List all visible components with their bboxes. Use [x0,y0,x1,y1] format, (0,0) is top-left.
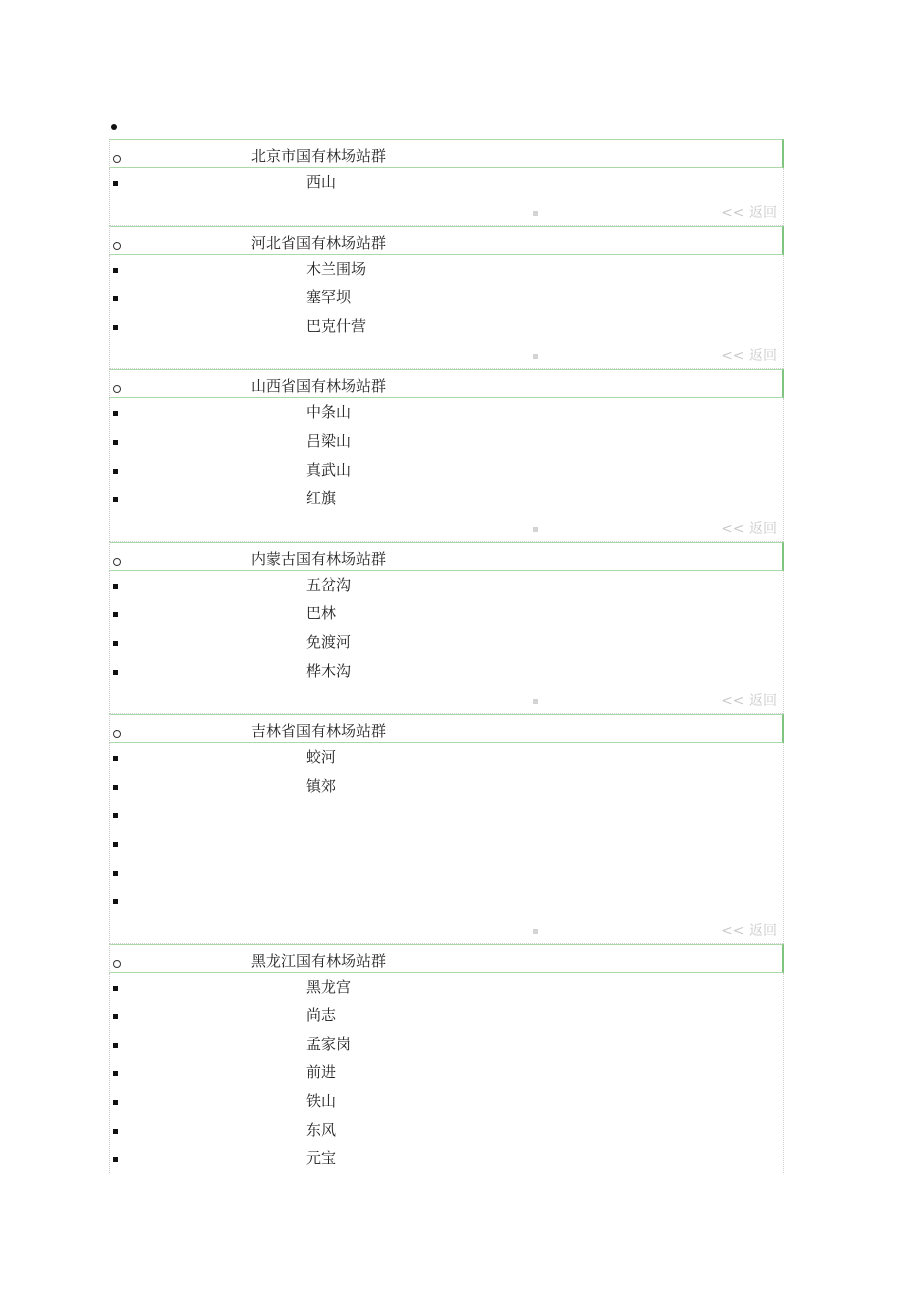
group-header[interactable] [109,226,784,255]
group-header[interactable] [109,139,784,168]
separator-marker [533,211,538,216]
site-link[interactable]: 黑龙宫 [306,977,352,996]
square-bullet [113,469,118,474]
square-bullet [113,756,118,761]
circle-bullet [113,730,121,738]
site-list-item[interactable] [110,1144,783,1173]
group-title[interactable]: 河北省国有林场站群 [251,233,387,252]
group-title[interactable]: 黑龙江国有林场站群 [251,951,387,970]
square-bullet [113,785,118,790]
site-link[interactable]: 红旗 [306,489,337,508]
site-list-item[interactable] [110,255,783,284]
site-list-item[interactable] [110,312,783,341]
square-bullet [113,641,118,646]
back-link[interactable]: << 返回 [721,348,777,365]
back-row [110,340,783,369]
site-link[interactable]: 蛟河 [306,748,337,767]
group-body [109,255,784,370]
back-link[interactable]: << 返回 [721,693,777,710]
site-list-item[interactable] [110,973,783,1002]
site-list-item[interactable] [110,1058,783,1087]
site-link[interactable]: 孟家岗 [306,1034,352,1053]
site-link[interactable]: 五岔沟 [306,575,352,594]
site-link[interactable]: 免渡河 [306,632,352,651]
back-row [110,685,783,714]
back-row [110,197,783,226]
site-list-item[interactable] [110,1087,783,1116]
circle-bullet [113,385,121,393]
back-row [110,513,783,542]
site-link[interactable]: 西山 [306,173,337,191]
separator-marker [533,527,538,532]
group-header[interactable] [109,542,784,571]
group-header[interactable] [109,369,784,398]
site-link[interactable]: 铁山 [306,1092,337,1111]
square-bullet [113,1043,118,1048]
group-header[interactable] [109,944,784,973]
site-list-item[interactable] [110,1030,783,1059]
group-header[interactable] [109,714,784,743]
circle-bullet [113,558,121,566]
site-list-item[interactable] [110,743,783,772]
square-bullet [113,181,118,186]
site-link[interactable]: 东风 [306,1120,337,1139]
site-link[interactable]: 尚志 [306,1006,337,1025]
group-title[interactable]: 内蒙古国有林场站群 [251,549,387,568]
site-list-item[interactable] [110,657,783,686]
square-bullet [113,986,118,991]
site-list-item[interactable] [110,427,783,456]
square-bullet [113,584,118,589]
square-bullet [113,1014,118,1019]
site-list-item[interactable] [110,398,783,427]
square-bullet [113,296,118,301]
group-title[interactable]: 山西省国有林场站群 [251,377,387,396]
site-list-item[interactable] [110,571,783,600]
square-bullet [113,1100,118,1105]
back-link[interactable]: << 返回 [721,922,777,939]
site-list-item[interactable] [110,283,783,312]
separator-marker [533,699,538,704]
back-link[interactable]: << 返回 [721,204,777,221]
group-body [109,743,784,944]
square-bullet [113,268,118,273]
circle-bullet [113,960,121,968]
group-title[interactable]: 吉林省国有林场站群 [251,722,387,741]
site-link[interactable]: 前进 [306,1063,337,1082]
site-list-item[interactable] [110,484,783,513]
site-link[interactable]: 桦木沟 [306,661,352,680]
site-link[interactable]: 中条山 [306,403,352,422]
group-title[interactable]: 北京市国有林场站群 [251,147,387,165]
square-bullet [113,871,118,876]
circle-bullet [113,242,121,250]
square-bullet [113,1071,118,1076]
list-bullet [111,124,117,130]
square-bullet [113,813,118,818]
square-bullet [113,842,118,847]
site-list-item[interactable] [110,800,783,829]
site-link[interactable]: 元宝 [306,1149,337,1168]
forest-station-list [109,139,784,1173]
site-link[interactable]: 巴克什营 [306,316,367,335]
square-bullet [113,612,118,617]
site-list-item[interactable] [110,858,783,887]
square-bullet [113,411,118,416]
site-list-item[interactable] [110,628,783,657]
square-bullet [113,670,118,675]
site-link[interactable]: 塞罕坝 [306,288,352,307]
site-list-item[interactable] [110,772,783,801]
site-list-item[interactable] [110,599,783,628]
site-link[interactable]: 木兰围场 [306,259,367,278]
square-bullet [113,1157,118,1162]
back-row [110,915,783,944]
site-link[interactable]: 巴林 [306,604,337,623]
site-list-item[interactable] [110,1001,783,1030]
group-body [109,571,784,714]
site-list-item[interactable] [110,829,783,858]
site-list-item[interactable] [110,168,783,197]
square-bullet [113,440,118,445]
site-link[interactable]: 镇郊 [306,776,337,795]
back-link[interactable]: << 返回 [721,520,777,537]
group-body [109,973,784,1173]
circle-bullet [113,155,121,163]
square-bullet [113,497,118,502]
group-body [109,168,784,226]
site-list-item[interactable] [110,886,783,915]
group-body [109,398,784,541]
separator-marker [533,929,538,934]
square-bullet [113,1129,118,1134]
site-link[interactable]: 真武山 [306,460,352,479]
site-link[interactable]: 吕梁山 [306,431,352,450]
site-list-item[interactable] [110,456,783,485]
square-bullet [113,325,118,330]
separator-marker [533,354,538,359]
square-bullet [113,899,118,904]
site-list-item[interactable] [110,1116,783,1145]
